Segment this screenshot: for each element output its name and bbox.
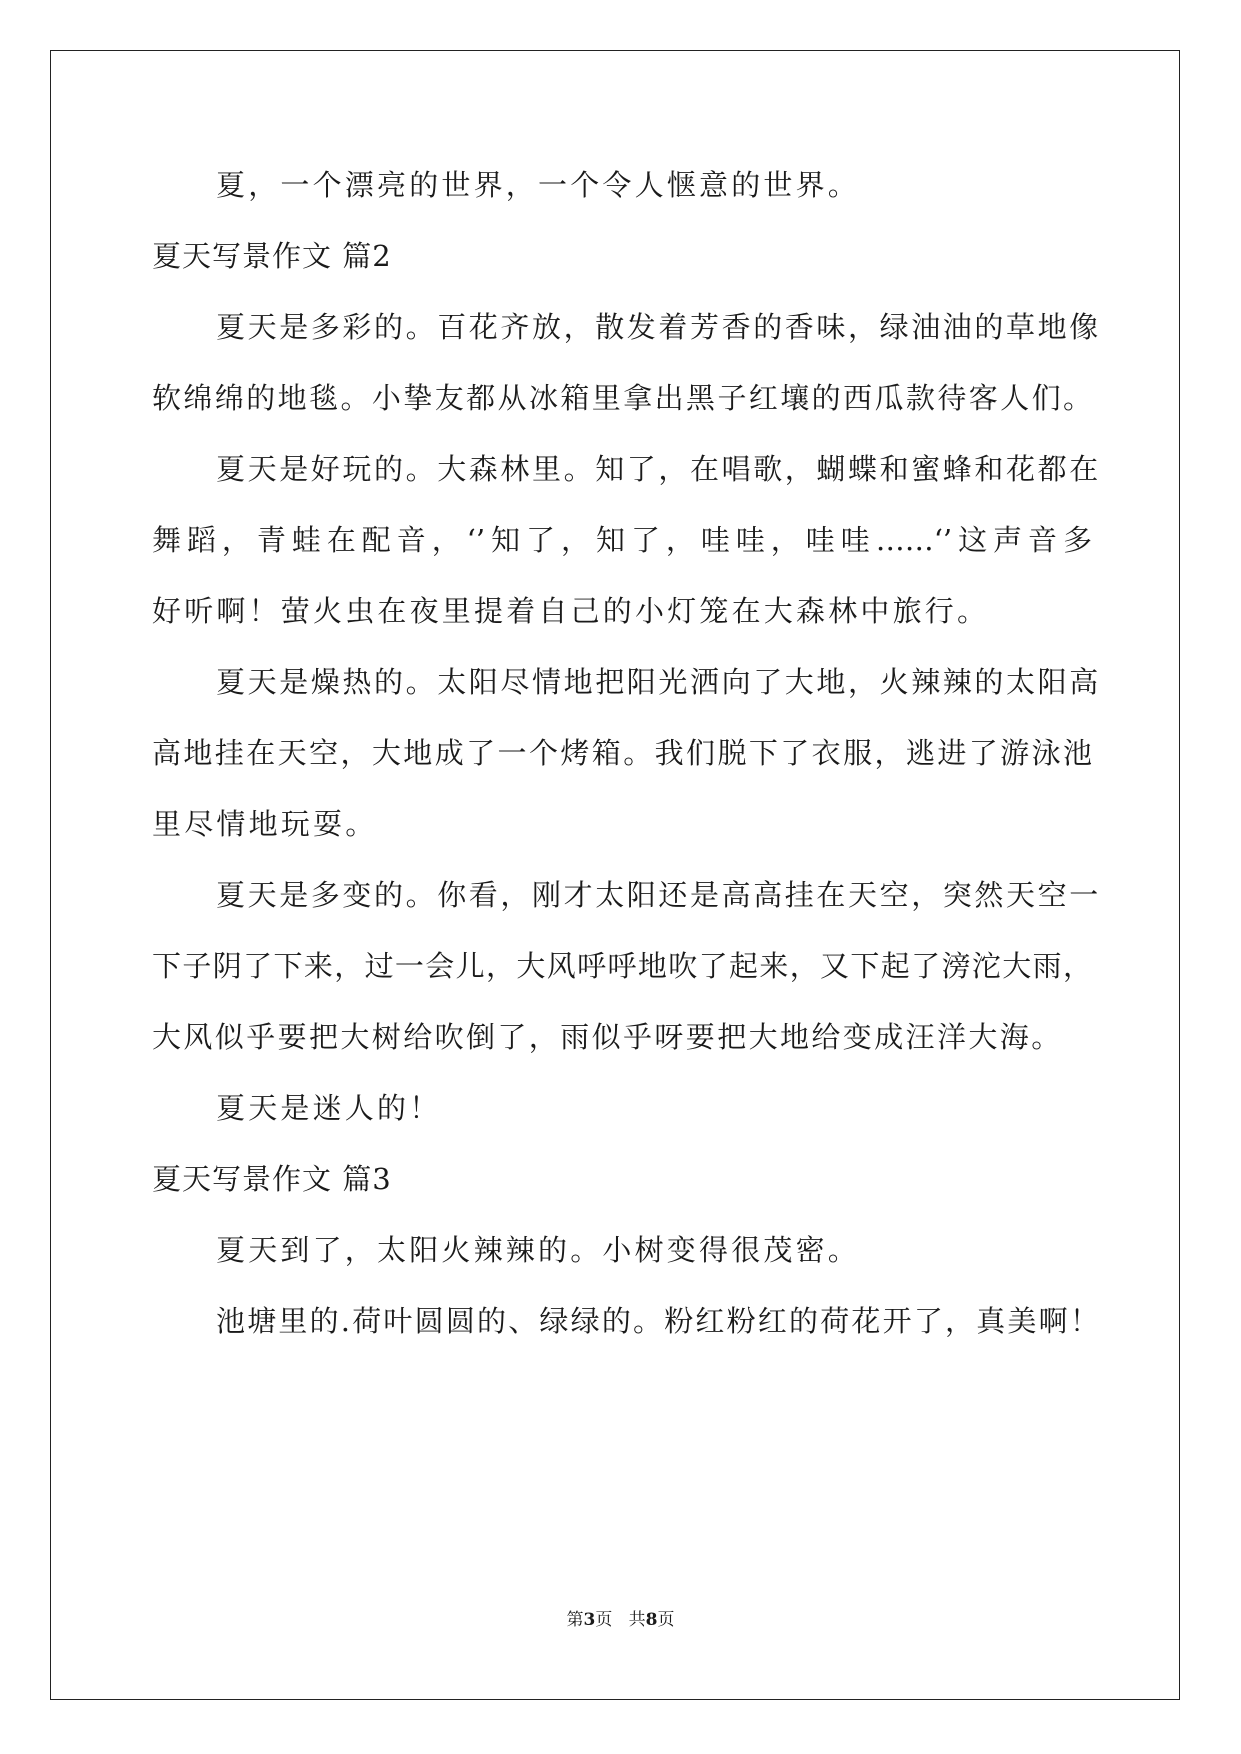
- section-heading: 夏天写景作文 篇2: [152, 239, 392, 273]
- paragraph-line: 夏天是多变的。你看，刚才太阳还是高高挂在天空，突然天空一: [216, 878, 1101, 912]
- paragraph-line: 池塘里的.荷叶圆圆的、绿绿的。粉红粉红的荷花开了，真美啊！: [216, 1304, 1102, 1338]
- footer-total-pages: 8: [645, 1610, 658, 1630]
- paragraph-line: 下子阴了下来，过一会儿，大风呼呼地吹了起来，又下起了滂沱大雨，: [152, 949, 1092, 983]
- page-footer: [0, 1608, 1241, 1632]
- paragraph-line: 夏天是迷人的！: [216, 1091, 442, 1125]
- paragraph-line: 里尽情地玩耍。: [152, 807, 378, 841]
- section-heading: 夏天写景作文 篇3: [152, 1162, 392, 1196]
- paragraph-line: 好听啊！萤火虫在夜里提着自己的小灯笼在大森林中旅行。: [152, 594, 990, 628]
- footer-total-unit: 页: [657, 1610, 675, 1630]
- footer-prefix: 第: [566, 1610, 584, 1630]
- paragraph-line: 高地挂在天空，大地成了一个烤箱。我们脱下了衣服，逃进了游泳池: [152, 736, 1092, 770]
- paragraph-line: 大风似乎要把大树给吹倒了，雨似乎呀要把大地给变成汪洋大海。: [152, 1020, 1063, 1054]
- paragraph-line: 夏天是多彩的。百花齐放，散发着芳香的香味，绿油油的草地像: [216, 310, 1101, 344]
- paragraph-line: 软绵绵的地毯。小挚友都从冰箱里拿出黑子红壤的西瓜款待客人们。: [152, 381, 1092, 415]
- paragraph-line: 舞蹈，青蛙在配音，‘’知了，知了，哇哇，哇哇……‘’这声音多: [152, 523, 1092, 557]
- paragraph-line: 夏，一个漂亮的世界，一个令人惬意的世界。: [216, 168, 861, 202]
- paragraph-line: 夏天到了，太阳火辣辣的。小树变得很茂密。: [216, 1233, 861, 1267]
- footer-page-unit: 页: [595, 1610, 613, 1630]
- footer-total-prefix: 共: [628, 1610, 646, 1630]
- paragraph-line: 夏天是燥热的。太阳尽情地把阳光洒向了大地，火辣辣的太阳高: [216, 665, 1101, 699]
- paragraph-line: 夏天是好玩的。大森林里。知了，在唱歌，蝴蝶和蜜蜂和花都在: [216, 452, 1101, 486]
- footer-page-number: 3: [583, 1610, 596, 1630]
